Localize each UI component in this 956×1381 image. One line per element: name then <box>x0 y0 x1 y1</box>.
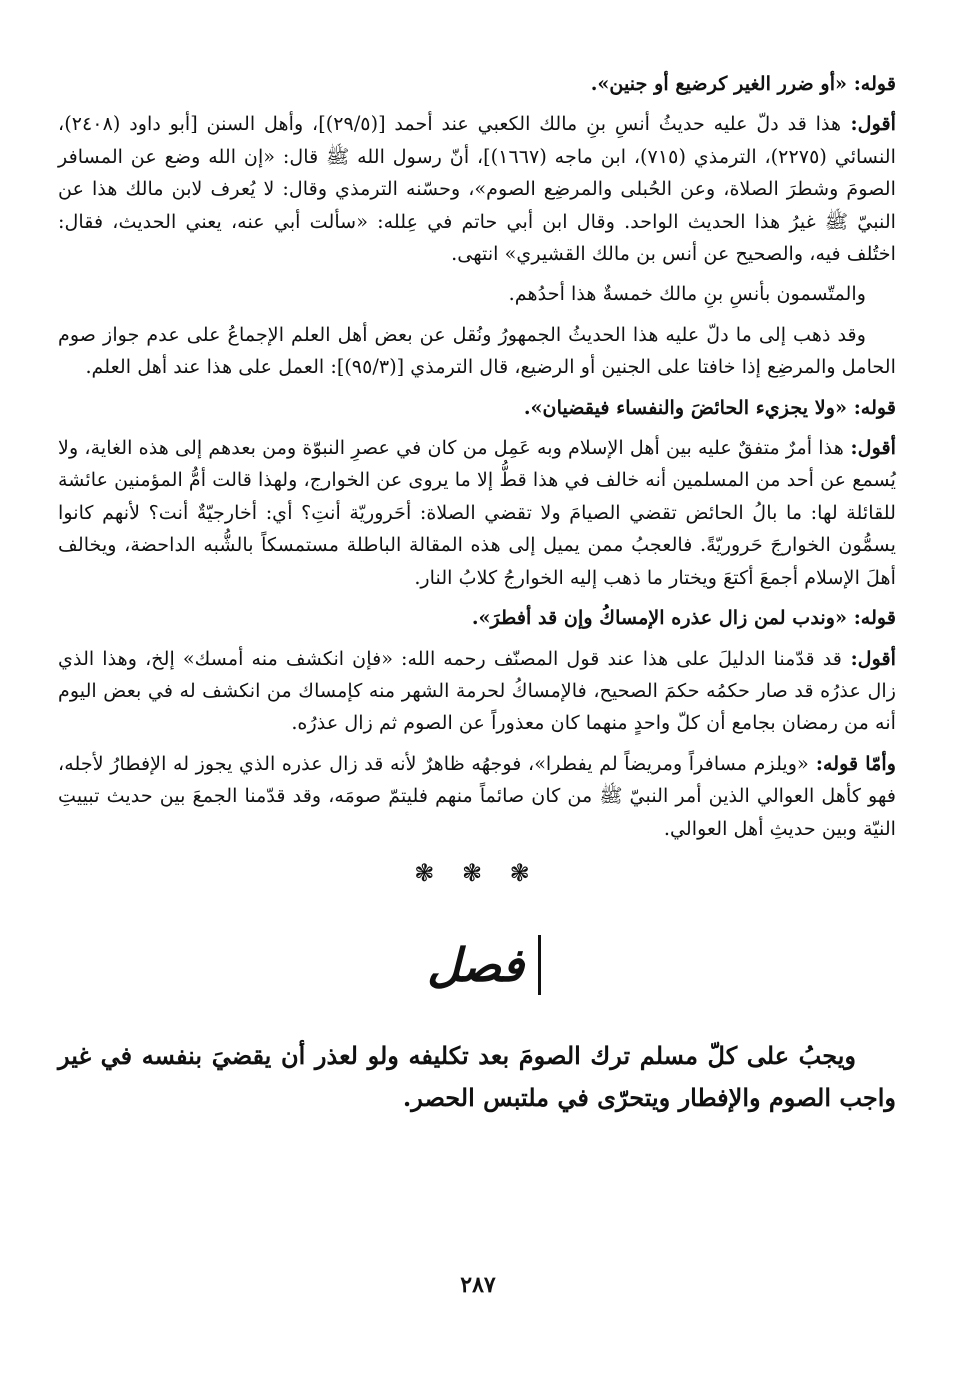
amma-qawluhu-label: وأمّا قوله: <box>808 751 896 775</box>
quoted-matn: «وندب لمن زال عذره الإمساكُ وإن قد أفطرَ». <box>471 606 848 630</box>
aqulu-label: أقول: <box>843 436 896 460</box>
paragraph-aqulu-2 <box>58 432 896 594</box>
commentary-text: قد قدّمنا الدليلَ على هذا عند قول المصنّف رحمه الله: «فإن انكشف منه أمسك» إلخ، وهذا الذي زال عذرُه قد صار حكمُه حكمَ الصحيح، فالإمساكُ لحرمة الشهر منه كإمساك من انكشف له في بعض اليوم أنه من رمضان بجامع أن كلّ واحدٍ منهما كان معذوراً عن الصوم ثم زال عذرُه. <box>58 646 896 735</box>
section-heading <box>58 935 896 1005</box>
section-heading-text: فصل <box>413 935 541 995</box>
qawluhu-label: قوله: <box>847 395 896 419</box>
commentary-text: والمتّسمون بأنسِ بنِ مالك خمسةٌ هذا أحدُهم. <box>508 282 866 306</box>
paragraph-note-anas <box>58 278 896 310</box>
aqulu-label: أقول: <box>841 646 897 670</box>
paragraph-aqulu-3 <box>58 643 896 740</box>
commentary-text: «ويلزم مسافراً ومريضاً لم يفطرا»، فوجهُه ظاهرٌ لأنه قد زال عذره الذي يجوز له الإفطارُ لأجله، فهو كأهل العوالي الذين أمر النبيّ ﷺ من كان صائماً منهم فليتمّ صومَه، وقد قدّمنا الجمعَ بين حديث تبييتِ النيّة وبين حديثِ أهل العوالي. <box>58 751 896 840</box>
paragraph-qawluhu-3 <box>58 602 896 634</box>
paragraph-amma-qawluhu <box>58 748 896 845</box>
paragraph-qawluhu-1 <box>58 68 896 100</box>
matn-paragraph: ويجبُ على كلّ مسلم ترك الصومَ بعد تكليفه ولو لعذر أن يقضيَ بنفسه في غير واجب الصوم والإفطار ويتحرّى في ملتبس الحصر. <box>58 1040 896 1112</box>
paragraph-qawluhu-2 <box>58 392 896 424</box>
qawluhu-label: قوله: <box>847 606 896 630</box>
aqulu-label: أقول: <box>841 112 896 136</box>
paragraph-aqulu-1 <box>58 108 896 270</box>
paragraph-jumhur <box>58 319 896 384</box>
asterism-divider: ❃ ❃ ❃ <box>414 858 540 887</box>
commentary-text: هذا أمرٌ متفقٌ عليه بين أهل الإسلام وبه عَمِل من كان في عصرِ النبوّة ومن بعدهم إلى هذه الغاية، ولا يُسمع عن أحد من المسلمين أنه خالف في هذا قطُّ إلا ما يروى عن الخوارج، ولهذا قالت أمُّ المؤمنين عائشة للقائلة لها: ما بالُ الحائض تقضي الصيامَ ولا تقضي الصلاة: أحَروريّة أنتِ؟ أي: أخارجيّةٌ أنت؟ لأنهم كانوا يسمُّون الخوارجَ حَروريّةً. فالعجبُ ممن يميل إلى هذه المقالة الباطلة مستمسكاً بالشُّبه الداحضة، ويخالف أهلَ الإسلام أجمعَ أكتعَ ويختار ما ذهب إليه الخوارجُ كلابُ النار. <box>58 436 896 589</box>
quoted-matn: «ولا يجزيء الحائضَ والنفساء فيقضيان». <box>523 395 848 419</box>
page-number: ٢٨٧ <box>460 1272 496 1298</box>
qawluhu-label: قوله: <box>847 72 896 95</box>
quoted-matn: «أو ضرر الغير كرضيع أو جنين». <box>590 72 848 95</box>
commentary-text: هذا قد دلّ عليه حديثُ أنسِ بنِ مالك الكعبي عند أحمد [(٢٩/٥)]، وأهل السنن [أبو داود (٢٤٠٨)، النسائي (٢٢٧٥)، الترمذي (٧١٥)، ابن ماجه (١٦٦٧)]، أنّ رسول الله ﷺ قال: «إن الله وضع عن المسافر الصومَ وشطرَ الصلاة، وعن الحُبلى والمرضِع الصوم»، وحسّنه الترمذي وقال: لا يُعرف لابن مالك هذا عن النبيّ ﷺ غيرُ هذا الحديث الواحد. وقال ابن أبي حاتم في عِلله: «سألت أبي عنه، يعني الحديث، فقال: اختُلف فيه، والصحيح عن أنس بن مالك القشيري» انتهى. <box>58 112 896 266</box>
commentary-text: وقد ذهب إلى ما دلّ عليه هذا الحديثُ الجمهورُ ونُقل عن بعض أهل العلم الإجماعُ على عدم جواز صوم الحامل والمرضِع إذا خافتا على الجنين أو الرضيع، قال الترمذي [(٩٥/٣)]: العمل على هذا عند أهل العلم. <box>58 322 896 379</box>
